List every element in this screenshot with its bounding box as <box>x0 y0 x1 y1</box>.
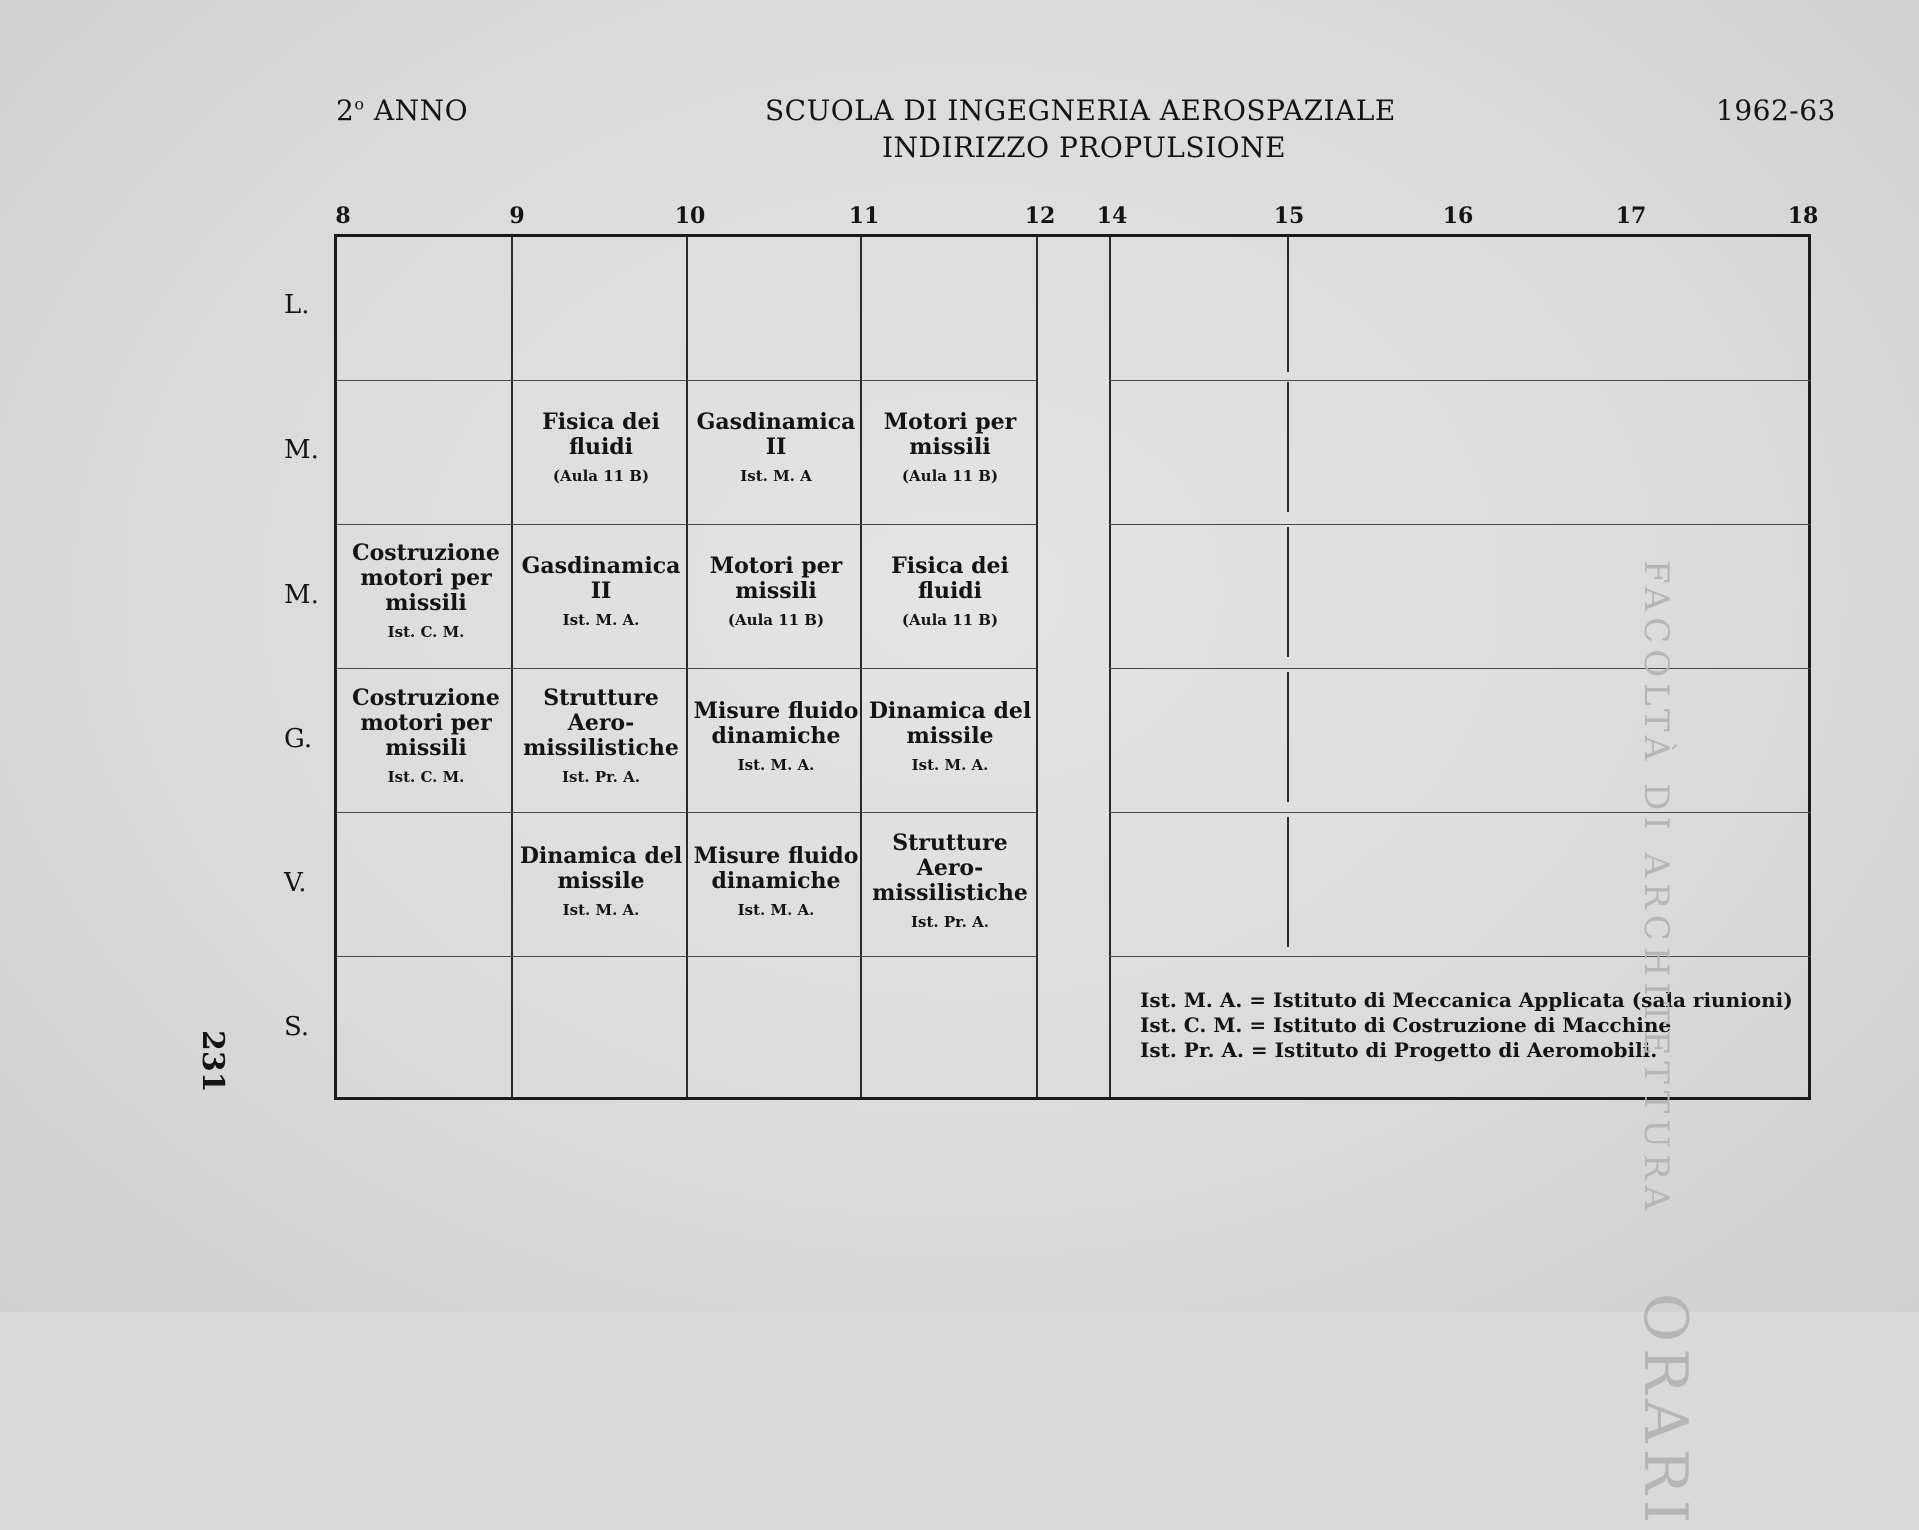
track-title: INDIRIZZO PROPULSIONE <box>882 131 1287 164</box>
year-word: ANNO <box>373 94 469 127</box>
lesson-location: (Aula 11 B) <box>552 467 650 485</box>
lesson-title: Misure fluido dinamiche <box>693 698 859 749</box>
lesson-cell <box>864 699 1036 778</box>
legend-entry: Ist. Pr. A. = Istituto di Progetto di Aeromobili. <box>1140 1038 1658 1062</box>
hour-label: 8 <box>335 203 351 229</box>
lesson-location: Ist. M. A. <box>911 756 989 774</box>
row-divider <box>1109 956 1811 957</box>
day-label: S. <box>284 1012 310 1042</box>
row-divider <box>337 956 1036 957</box>
hour-label: 16 <box>1442 203 1474 229</box>
hour-label: 14 <box>1096 203 1128 229</box>
lesson-title: Costruzione motori per missili <box>352 685 500 761</box>
hour-label: 12 <box>1024 203 1056 229</box>
lesson-cell <box>515 554 687 633</box>
year-number: 2 <box>336 94 355 127</box>
lesson-cell <box>864 554 1036 633</box>
row-divider <box>1109 668 1811 669</box>
row-divider <box>337 380 1036 381</box>
column-divider <box>1287 382 1289 512</box>
hour-label: 18 <box>1787 203 1819 229</box>
day-label: V. <box>284 868 307 898</box>
bleed-through-text <box>1630 560 1700 1530</box>
lesson-location: Ist. M. A <box>740 467 812 485</box>
column-divider <box>686 237 688 1097</box>
hour-label: 9 <box>509 203 525 229</box>
lesson-location: (Aula 11 B) <box>901 467 999 485</box>
hour-label: 17 <box>1615 203 1647 229</box>
faculty-text: FACOLTÀ DI ARCHITETTURA <box>1636 560 1676 1217</box>
lesson-location: Ist. C. M. <box>387 768 465 786</box>
hour-label: 15 <box>1273 203 1305 229</box>
column-divider <box>1109 237 1111 1097</box>
lesson-cell <box>690 844 862 923</box>
lesson-title: Strutture Aero- missilistiche <box>872 830 1028 906</box>
column-divider <box>1036 237 1038 1097</box>
lesson-cell <box>515 844 687 923</box>
day-label: M. <box>284 580 319 610</box>
lesson-title: Misure fluido dinamiche <box>693 843 859 894</box>
column-divider <box>1287 527 1289 657</box>
row-divider <box>337 524 1036 525</box>
lesson-title: Gasdinamica II <box>521 553 681 604</box>
day-label: G. <box>284 724 313 754</box>
page-number: 231 <box>195 1030 230 1093</box>
lesson-location: (Aula 11 B) <box>901 611 999 629</box>
day-label: M. <box>284 435 319 465</box>
lesson-title: Dinamica del missile <box>868 698 1032 749</box>
lesson-location: Ist. Pr. A. <box>562 768 640 786</box>
timetable-grid <box>334 234 1811 1100</box>
academic-year: 1962-63 <box>1716 94 1836 127</box>
year-label <box>336 94 468 127</box>
lesson-title: Costruzione motori per missili <box>352 540 500 616</box>
lesson-cell <box>690 699 862 778</box>
row-divider <box>337 812 1036 813</box>
lesson-cell <box>515 410 687 489</box>
row-divider <box>1109 380 1811 381</box>
column-divider <box>1287 817 1289 947</box>
hour-label: 10 <box>674 203 706 229</box>
lesson-cell <box>340 541 512 645</box>
lesson-location: Ist. M. A. <box>562 611 640 629</box>
legend-entry: Ist. M. A. = Istituto di Meccanica Applicata (sala riunioni) <box>1140 988 1793 1012</box>
lesson-title: Gasdinamica II <box>696 409 856 460</box>
lesson-location: Ist. M. A. <box>562 901 640 919</box>
school-title: SCUOLA DI INGEGNERIA AEROSPAZIALE <box>765 94 1396 127</box>
lesson-title: Fisica dei fluidi <box>891 553 1009 604</box>
lesson-title: Dinamica del missile <box>519 843 683 894</box>
row-divider <box>1109 524 1811 525</box>
row-divider <box>1109 812 1811 813</box>
column-divider <box>860 237 862 1097</box>
lesson-cell <box>515 686 687 790</box>
column-divider <box>511 237 513 1097</box>
lesson-title: Motori per missili <box>709 553 843 604</box>
year-superscript: o <box>354 94 365 114</box>
lesson-cell <box>690 554 862 633</box>
lesson-title: Strutture Aero- missilistiche <box>523 685 679 761</box>
lesson-location: Ist. M. A. <box>737 901 815 919</box>
lesson-cell <box>864 410 1036 489</box>
hour-axis <box>0 203 1919 233</box>
day-label: L. <box>284 290 310 320</box>
orari-text: ORARI <box>1630 1292 1700 1530</box>
hour-label: 11 <box>848 203 880 229</box>
row-divider <box>337 668 1036 669</box>
column-divider <box>1287 237 1289 372</box>
lesson-location: Ist. C. M. <box>387 623 465 641</box>
lesson-cell <box>864 831 1036 935</box>
lesson-location: Ist. Pr. A. <box>911 913 989 931</box>
legend-entry: Ist. C. M. = Istituto di Costruzione di Macchine <box>1140 1013 1672 1037</box>
lesson-cell <box>690 410 862 489</box>
lesson-title: Fisica dei fluidi <box>542 409 660 460</box>
column-divider <box>1287 672 1289 802</box>
lesson-title: Motori per missili <box>883 409 1017 460</box>
lesson-location: (Aula 11 B) <box>727 611 825 629</box>
lesson-cell <box>340 686 512 790</box>
lesson-location: Ist. M. A. <box>737 756 815 774</box>
